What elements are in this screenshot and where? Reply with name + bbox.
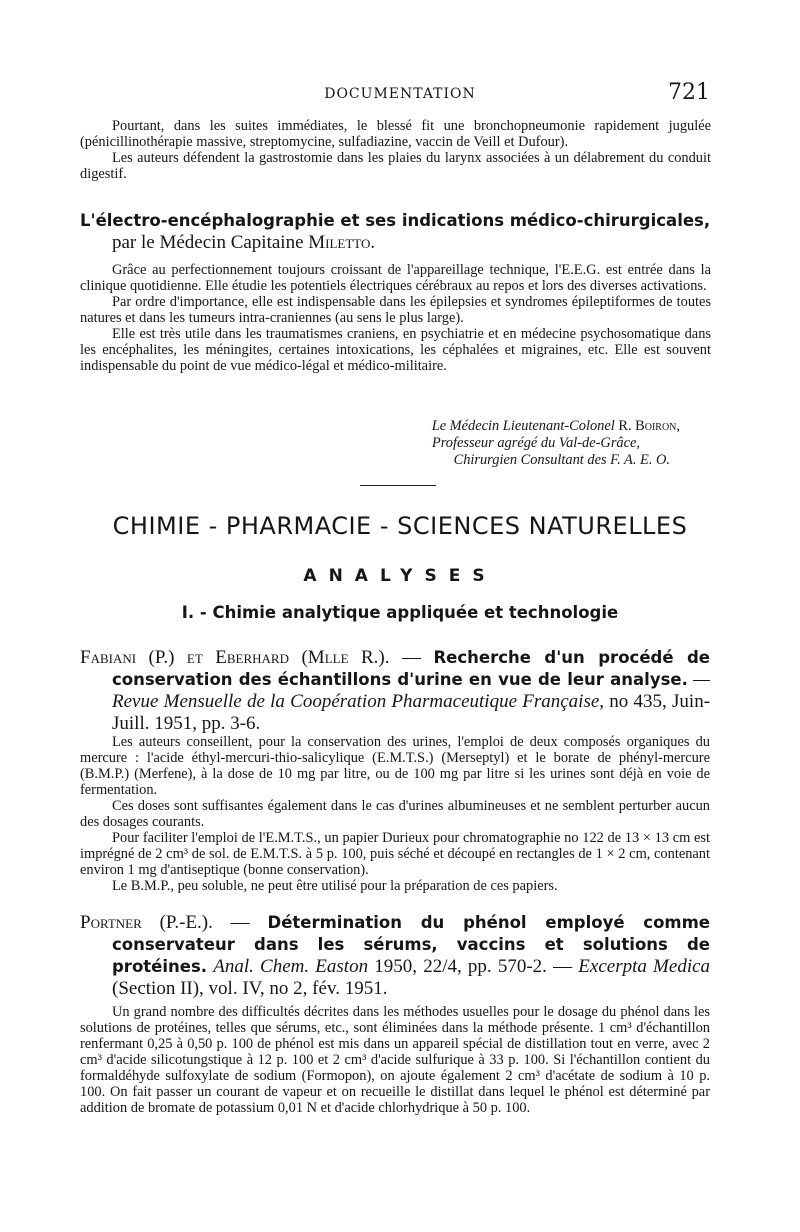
reference-citation [80, 647, 710, 735]
abstract-paragraph: Ces doses sont suffisantes également dans le cas d'urines albumineuses et ne semblent perturber aucun des dosages courants. [80, 798, 710, 830]
reference-fabiani [80, 647, 710, 735]
article-paragraph: Par ordre d'importance, elle est indispensable dans les épilepsies et syndromes épileptiformes de toutes natures et dans les tumeurs intra-craniennes (au sens le plus large). [80, 294, 711, 326]
signature-line: Professeur agrégé du Val-de-Grâce, [431, 435, 640, 451]
reference-citation [80, 912, 710, 1000]
reference-title: Recherche d'un procédé de conservation des échantillons d'urine en vue de leur analyse. [112, 648, 710, 689]
signature-title: Le Médecin Lieutenant-Colonel [431, 418, 615, 434]
reference-journal: Anal. Chem. Easton [213, 956, 369, 977]
running-header: DOCUMENTATION [324, 86, 476, 102]
signature-name: R. Boiron, [618, 418, 680, 434]
reference-journal-secondary: Excerpta Medica [578, 956, 711, 977]
section-subheading: ANALYSES [303, 566, 497, 586]
reference-fabiani-abstract [80, 734, 710, 894]
signature-line: Chirurgien Consultant des F. A. E. O. [453, 452, 670, 468]
reference-details-secondary: (Section II), vol. IV, no 2, fév. 1951. [112, 978, 388, 999]
signature-line [300, 418, 680, 435]
reference-details: 1950, 22/4, pp. 570-2. — [374, 956, 573, 977]
reference-details: no 435, Juin-Juill. 1951, pp. 3-6. [112, 691, 711, 734]
reference-portner [80, 912, 710, 1000]
reference-title: Détermination du phénol employé comme conservateur dans les sérums, vaccins et solutions de protéines. [112, 913, 711, 976]
article-paragraph: Grâce au perfectionnement toujours croissant de l'appareillage technique, l'E.E.G. est entrée dans la clinique quotidienne. Elle étudie les potentiels électriques cérébraux au repos et lors des diverses activations. [80, 262, 711, 294]
author-name: Miletto. [308, 232, 376, 253]
intro-paragraph: Les auteurs défendent la gastrostomie dans les plaies du larynx associées à un délabrement du conduit digestif. [80, 150, 711, 182]
section-divider [360, 485, 436, 486]
article-paragraph: Elle est très utile dans les traumatismes craniens, en psychiatrie et en médecine psychosomatique dans les encéphalites, les méningites, certaines intoxications, les céphalées et migraines, etc. Elle est souvent indispensable du point de vue médico-légal et médico-militaire. [80, 326, 711, 374]
abstract-paragraph: Les auteurs conseillent, pour la conservation des urines, l'emploi de deux composés organiques du mercure : l'acide éthyl-mercuri-thio-salicylique (E.M.T.S.) (Merseptyl) et le borate de phényl-mercure (B.M.P.) (Merfene), à la dose de 10 mg par litre, ou de 100 mg par litre si les urines sont déjà en voie de fermentation. [80, 734, 710, 798]
subsection-heading: I. - Chimie analytique appliquée et technologie [181, 603, 619, 622]
reference-authors: Portner (P.-E.). — [80, 912, 250, 933]
article-byline [80, 232, 720, 254]
abstract-paragraph: Pour faciliter l'emploi de l'E.M.T.S., un papier Durieux pour chromatographie no 122 de 13 × 13 cm est imprégné de 2 cm³ de sol. de E.M.T.S. à 5 p. 100, puis séché et découpé en rectangles de 1 × 2 cm, contenant environ 1 mg d'antiseptique (bonne conservation). [80, 830, 710, 878]
page-number: 721 [668, 80, 710, 105]
abstract-paragraph: Le B.M.P., peu soluble, ne peut être utilisé pour la préparation de ces papiers. [112, 878, 558, 894]
reference-authors: Fabiani (P.) et Eberhard (Mlle R.). — [80, 647, 421, 668]
article-eeg [80, 210, 720, 254]
signature-block [300, 418, 680, 469]
reference-journal: — Revue Mensuelle de la Coopération Pharmaceutique Française, [112, 669, 711, 712]
byline-prefix: par le Médecin Capitaine [112, 232, 304, 253]
intro-paragraph: Pourtant, dans les suites immédiates, le blessé fit une bronchopneumonie rapidement jugulée (pénicillinothérapie massive, streptomycine, sulfadiazine, vaccin de Veill et Dufour). [80, 118, 711, 150]
section-heading: CHIMIE - PHARMACIE - SCIENCES NATURELLES [112, 512, 688, 540]
reference-portner-abstract [80, 1004, 710, 1116]
article-eeg-body [80, 262, 711, 374]
intro-text [80, 118, 711, 182]
article-title: L'électro-encéphalographie et ses indications médico-chirurgicales, [80, 211, 711, 230]
abstract-paragraph: Un grand nombre des difficultés décrites dans les méthodes usuelles pour le dosage du phénol dans les solutions de protéines, telles que sérums, etc., sont éliminées dans la méthode présente. 1 cm³ d'échantillon renfermant 0,25 à 0,50 p. 100 de phénol est mis dans un appareil spécial de distillation tout en verre, avec 2 cm³ d'acide silicotungstique à 12 p. 100 et 2 cm³ d'acide sulfurique à 33 p. 100. Si l'échantillon contient du formaldéhyde sulfoxylate de sodium (Formopon), on ajoute également 2 cm³ d'acétate de sodium à 10 p. 100. On fait passer un courant de vapeur et on recueille le distillat dans lequel le phénol est déterminé par addition de bromate de potassium 0,01 N et d'acide chlorhydrique à 50 p. 100. [80, 1004, 710, 1116]
